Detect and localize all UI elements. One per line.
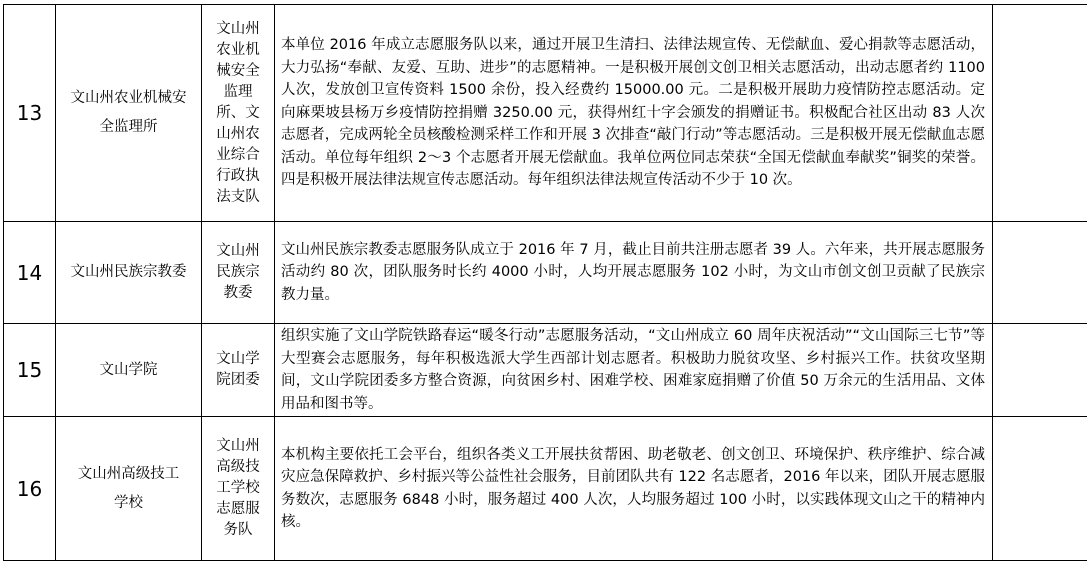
row-number: 14 — [4, 222, 56, 324]
table-row — [4, 324, 1087, 417]
unit-name-text: 文山学院 — [56, 356, 201, 385]
row-number: 15 — [4, 324, 56, 417]
unit-name — [56, 324, 202, 417]
team-name — [202, 417, 275, 561]
service-description: 组织实施了文山学院铁路春运“暖冬行动”志愿服务活动，“文山州成立 60 周年庆祝活动”“文山国际三七节”等大型赛会志愿服务，每年积极选派大学生西部计划志愿者。积极助力脱贫攻坚、乡村振兴工作。扶贫攻坚期间，文山学院团委多方整合资源，向贫困乡村、困难学校、困难家庭捐赠了价值 50 万余元的生活用品、文体用品和图书等。 — [275, 324, 993, 417]
row-number: 16 — [4, 417, 56, 561]
unit-name — [56, 5, 202, 222]
remarks-cell — [993, 5, 1087, 222]
team-name — [202, 324, 275, 417]
team-name-text: 文山州 农业机 械安全 监理 所、文 山州农 业综合 行政执 法支队 — [205, 19, 271, 208]
remarks-cell — [993, 417, 1087, 561]
service-description: 本单位 2016 年成立志愿服务队以来，通过开展卫生清扫、法律法规宣传、无偿献血、爱心捐款等志愿活动，大力弘扬“奉献、友爱、互助、进步”的志愿精神。一是积极开展创文创卫相关志愿活动，出动志愿者约 1100 人次，发放创卫宣传资料 1500 余份，投入经费约 15000.00 元。二是积极开展助力疫情防控志愿活动。定向麻栗坡县杨万乡疫情防控捐赠 3250.00 元，获得州红十字会颁发的捐赠证书。积极配合社区出动 83 人次志愿者，完成两轮全员核酸检测采样工作和开展 3 次排查“敲门行动”等志愿活动。三是积极开展无偿献血志愿活动。单位每年组织 2～3 个志愿者开展无偿献血。我单位两位同志荣获“全国无偿献血奉献奖”铜奖的荣誉。四是积极开展法律法规宣传志愿活动。每年组织法律法规宣传活动不少于 10 次。 — [275, 5, 993, 222]
team-name-text: 文山州 民族宗 教委 — [205, 241, 271, 304]
unit-name — [56, 222, 202, 324]
remarks-cell — [993, 222, 1087, 324]
team-name-text: 文山州 高级技 工学校 志愿服 务队 — [205, 436, 271, 541]
unit-name-text: 文山州高级技工 学校 — [56, 460, 201, 518]
team-name — [202, 222, 275, 324]
team-name-text: 文山学 院团委 — [205, 349, 271, 391]
table-row — [4, 417, 1087, 561]
unit-name-text: 文山州民族宗教委 — [56, 258, 201, 287]
table-row — [4, 5, 1087, 222]
unit-name-text: 文山州农业机械安 全监理所 — [56, 84, 201, 142]
team-name — [202, 5, 275, 222]
unit-name — [56, 417, 202, 561]
service-description: 本机构主要依托工会平台，组织各类义工开展扶贫帮困、助老敬老、创文创卫、环境保护、秩序维护、综合减灾应急保障救护、乡村振兴等公益性社会服务，目前团队共有 122 名志愿者，2016 年以来，团队开展志愿服务数次，志愿服务 6848 小时，服务超过 400 人次，人均服务超过 100 小时，以实践体现文山之干的精神内核。 — [275, 417, 993, 561]
service-description: 文山州民族宗教委志愿服务队成立于 2016 年 7 月，截止目前共注册志愿者 39 人。六年来，共开展志愿服务活动约 80 次，团队服务时长约 4000 小时，人均开展志愿服务 102 小时，为文山市创文创卫贡献了民族宗教力量。 — [275, 222, 993, 324]
volunteer-units-table — [3, 4, 1087, 561]
remarks-cell — [993, 324, 1087, 417]
table-row — [4, 222, 1087, 324]
row-number: 13 — [4, 5, 56, 222]
